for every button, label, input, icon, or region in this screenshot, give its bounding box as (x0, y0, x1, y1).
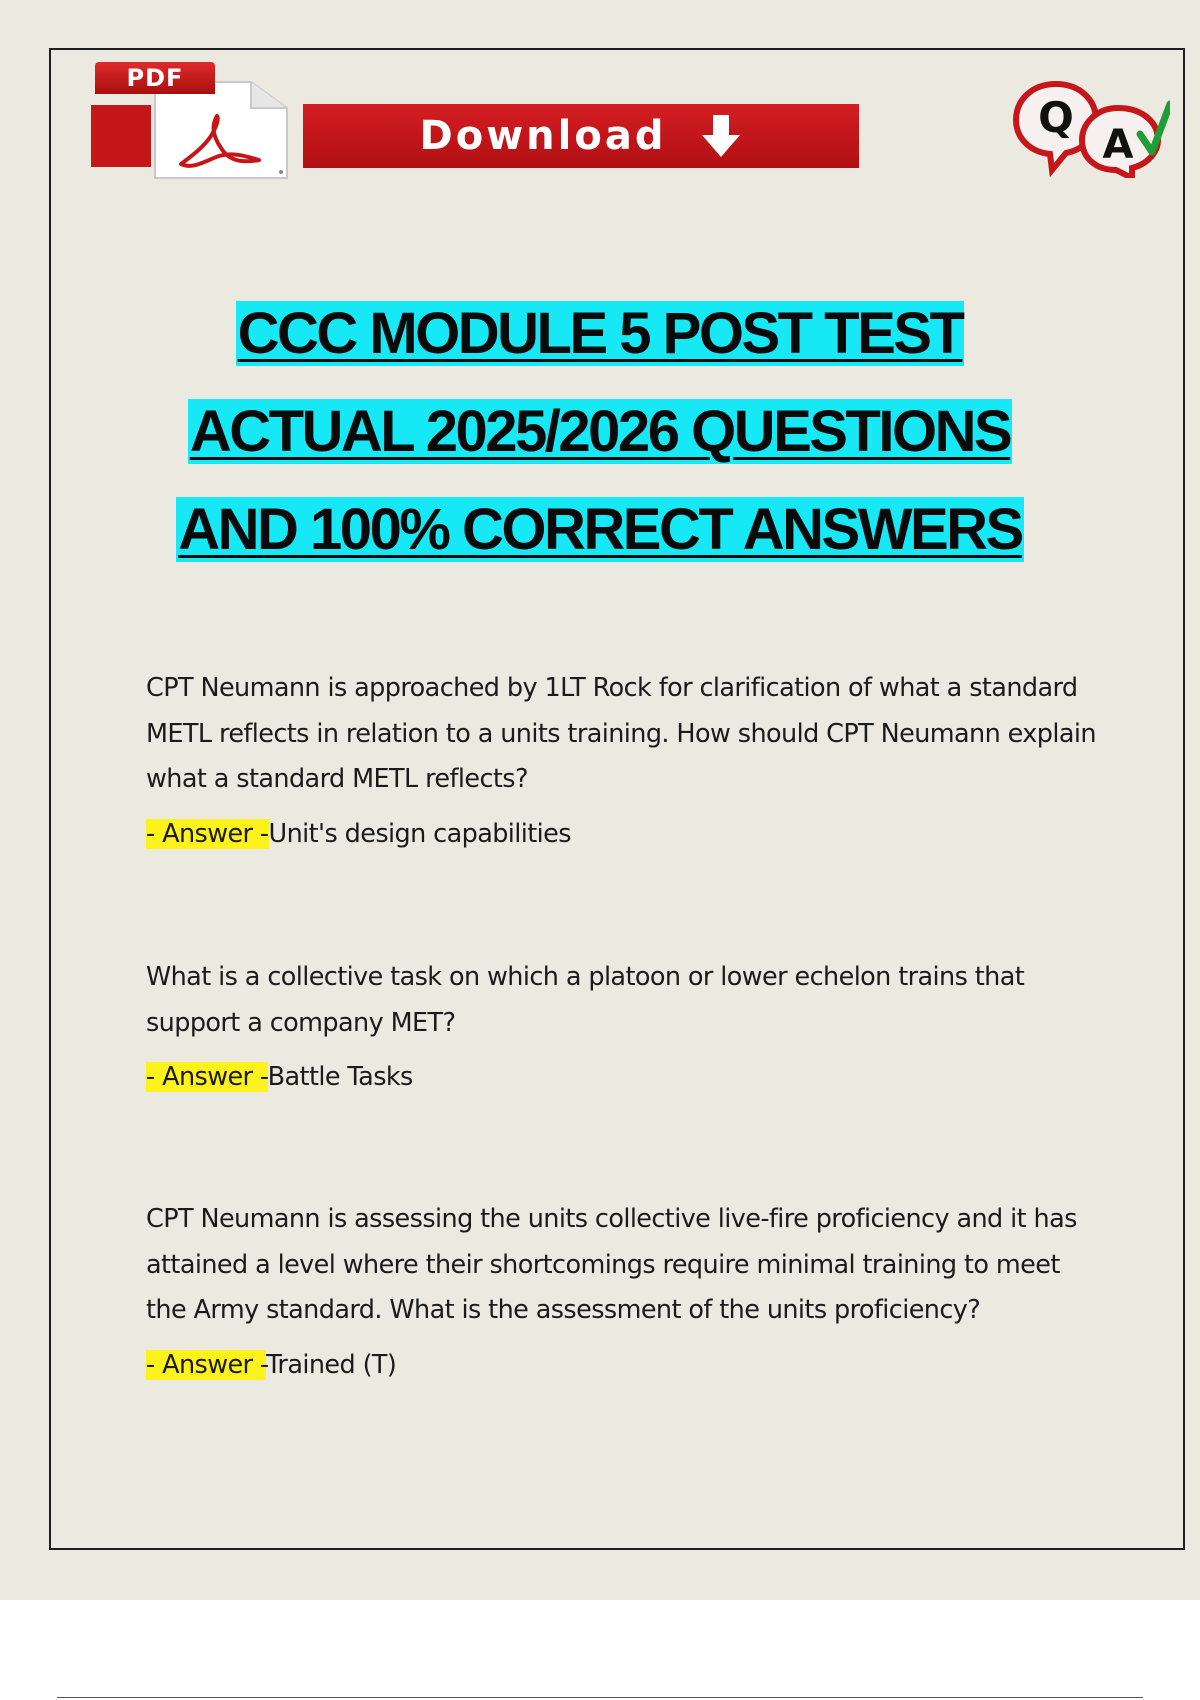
page-bottom-margin (0, 1600, 1200, 1700)
document-title (0, 300, 1200, 594)
answer-line (146, 1348, 1106, 1382)
download-arrow-icon (700, 113, 742, 159)
answer-prefix: - Answer - (146, 1349, 267, 1380)
answer-text: Trained (T) (266, 1349, 397, 1380)
answer-prefix: - Answer - (146, 1062, 268, 1092)
qa-logo-a: A (1102, 122, 1134, 168)
title-line-2: ACTUAL 2025/2026 QUESTIONS (189, 399, 1011, 464)
answer-prefix: - Answer - (146, 818, 269, 849)
answer-line (146, 1060, 1106, 1094)
question-text: CPT Neumann is assessing the units collective live-fire proficiency and it has attained a level where their shortcomings require minimal training to meet the Army standard. What is the assessment of the units proficiency? (146, 1204, 1077, 1325)
qa-item-1 (146, 666, 1106, 851)
title-line-3: AND 100% CORRECT ANSWERS (178, 497, 1022, 562)
qa-item-2 (146, 955, 1106, 1094)
qa-logo (1008, 78, 1170, 178)
download-banner[interactable] (91, 60, 861, 180)
download-label: Download (419, 113, 667, 159)
qa-speech-bubbles-icon (1008, 78, 1170, 178)
qa-item-3 (146, 1197, 1106, 1382)
question-text: CPT Neumann is approached by 1LT Rock for clarification of what a standard METL reflects in relation to a units training. How should CPT Neumann explain what a standard METL reflects? (146, 673, 1096, 794)
question-text: What is a collective task on which a platoon or lower echelon trains that support a company MET? (146, 962, 1025, 1038)
footer-rule (57, 1697, 1143, 1698)
qa-logo-q: Q (1038, 93, 1074, 142)
pdf-tab: PDF (95, 62, 215, 94)
answer-text: Battle Tasks (267, 1062, 413, 1092)
title-line-1: CCC MODULE 5 POST TEST (237, 301, 963, 366)
answer-line (146, 817, 1106, 851)
download-button[interactable] (303, 104, 859, 168)
answer-text: Unit's design capabilities (268, 818, 571, 849)
